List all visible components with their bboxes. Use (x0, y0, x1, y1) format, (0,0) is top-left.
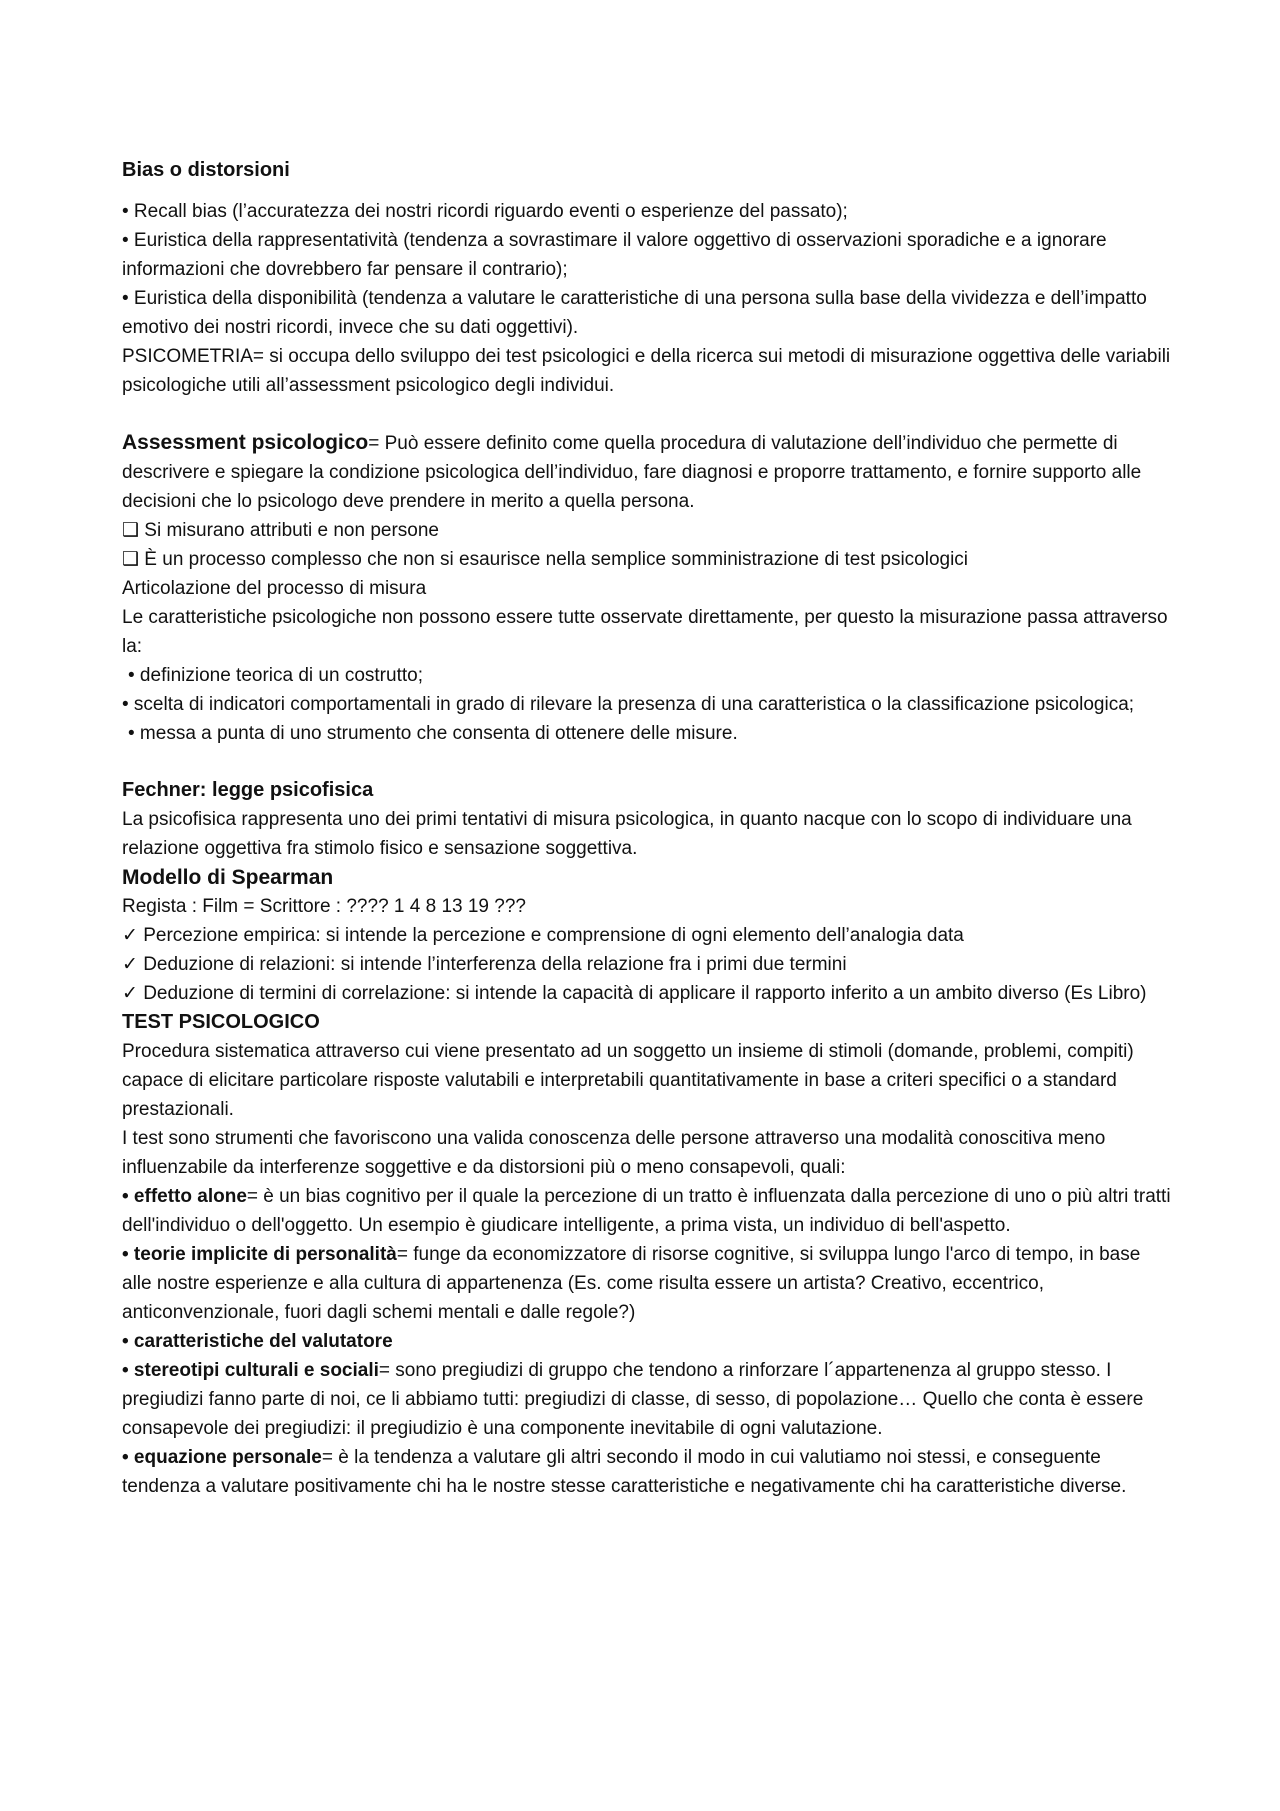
spearman-example: Regista : Film = Scrittore : ???? 1 4 8 13 19 ??? (122, 896, 526, 917)
bullet-equazione-personale (122, 1443, 1172, 1501)
check-percezione: ✓ Percezione empirica: si intende la percezione e comprensione di ogni elemento dell’analogia data (122, 925, 964, 946)
bullet-scelta: • scelta di indicatori comportamentali in grado di rilevare la presenza di una caratteristica o la classificazione psicologica; (122, 694, 1135, 715)
test-paragraph-2: I test sono strumenti che favoriscono una valida conoscenza delle persone attraverso una modalità conoscitiva meno influenzabile da interferenze soggettive e da distorsioni più o meno consapevoli, quali: (122, 1128, 1106, 1178)
valutatore-term: • caratteristiche del valutatore (122, 1331, 393, 1352)
stereotipi-term: • stereotipi culturali e sociali (122, 1360, 379, 1381)
checkbox-item-process: ❑ È un processo complesso che non si esaurisce nella semplice somministrazione di test psicologici (122, 549, 969, 570)
checkbox-item-attributes: ❑ Si misurano attributi e non persone (122, 520, 439, 541)
assessment-paragraph (122, 428, 1172, 516)
psicometria-definition: PSICOMETRIA= si occupa dello sviluppo dei test psicologici e della ricerca sui metodi di misurazione oggettiva delle variabili psicologiche utili all’assessment psicologico degli individui. (122, 346, 1171, 396)
check-deduzione-relazioni: ✓ Deduzione di relazioni: si intende l’interferenza della relazione fra i primi due termini (122, 954, 847, 975)
articolazione-intro: Le caratteristiche psicologiche non possono essere tutte osservate direttamente, per questo la misurazione passa attraverso la: (122, 607, 1168, 657)
bullet-representativeness: • Euristica della rappresentatività (tendenza a sovrastimare il valore oggettivo di osservazioni sporadiche e a ignorare informazioni che dovrebbero far pensare il contrario); (122, 230, 1107, 280)
bullet-definizione: • definizione teorica di un costrutto; (128, 665, 423, 686)
equazione-text: = è la tendenza a valutare gli altri secondo il modo in cui valutiamo noi stessi, e conseguente tendenza a valutare positivamente chi ha le nostre stesse caratteristiche e negativamente chi ha caratteristiche diverse. (122, 1447, 1127, 1497)
bullet-recall-bias: • Recall bias (l’accuratezza dei nostri ricordi riguardo eventi o esperienze del passato); (122, 201, 848, 222)
stereotipi-text: = sono pregiudizi di gruppo che tendono a rinforzare l´appartenenza al gruppo stesso. I pregiudizi fanno parte di noi, ce li abbiamo tutti: pregiudizi di classe, di sesso, di popolazione… Quello che conta è essere consapevole dei pregiudizi: il pregiudizio è una componente inevitabile di ogni valutazione. (122, 1360, 1144, 1439)
section-title-fechner: Fechner: legge psicofisica (122, 779, 374, 801)
articolazione-heading: Articolazione del processo di misura (122, 578, 427, 599)
assessment-term: Assessment psicologico (122, 431, 369, 454)
fechner-text: La psicofisica rappresenta uno dei primi tentativi di misura psicologica, in quanto nacque con lo scopo di individuare una relazione oggettiva fra stimolo fisico e sensazione soggettiva. (122, 809, 1132, 859)
section-title-test: TEST PSICOLOGICO (122, 1011, 320, 1033)
bullet-effetto-alone (122, 1182, 1172, 1240)
bullet-availability: • Euristica della disponibilità (tendenza a valutare le caratteristiche di una persona sulla base della vividezza e dell’impatto emotivo dei nostri ricordi, invece che su dati oggettivi). (122, 288, 1147, 338)
bullet-messa-a-punto: • messa a punta di uno strumento che consenta di ottenere delle misure. (128, 723, 738, 744)
section-title-bias: Bias o distorsioni (122, 159, 290, 181)
bullet-stereotipi (122, 1356, 1172, 1443)
equazione-term: • equazione personale (122, 1447, 322, 1468)
bullet-teorie-implicite (122, 1240, 1172, 1327)
teorie-implicite-text: = funge da economizzatore di risorse cognitive, si sviluppa lungo l'arco di tempo, in base alle nostre esperienze e alla cultura di appartenenza (Es. come risulta essere un artista? Creativo, eccentrico, anticonvenzionale, fuori dagli schemi mentali e dalle regole?) (122, 1244, 1141, 1323)
section-title-spearman: Modello di Spearman (122, 866, 334, 889)
effetto-alone-term: • effetto alone (122, 1186, 247, 1207)
assessment-definition: = Può essere definito come quella procedura di valutazione dell’individuo che permette di descrivere e spiegare la condizione psicologica dell’individuo, fare diagnosi e proporre trattamento, e fornire supporto alle decisioni che lo psicologo deve prendere in merito a quella persona. (122, 433, 1142, 512)
test-paragraph-1: Procedura sistematica attraverso cui viene presentato ad un soggetto un insieme di stimoli (domande, problemi, compiti) capace di elicitare particolare risposte valutabili e interpretabili quantitativamente in base a criteri specifici o a standard prestazionali. (122, 1041, 1134, 1120)
check-deduzione-termini: ✓ Deduzione di termini di correlazione: si intende la capacità di applicare il rapporto inferito a un ambito diverso (Es Libro) (122, 983, 1147, 1004)
teorie-implicite-term: • teorie implicite di personalità (122, 1244, 397, 1265)
effetto-alone-text: = è un bias cognitivo per il quale la percezione di un tratto è influenzata dalla percezione di uno o più altri tratti dell'individuo o dell'oggetto. Un esempio è giudicare intelligente, a prima vista, un individuo di bell'aspetto. (122, 1186, 1171, 1236)
bullet-valutatore (122, 1327, 1172, 1356)
document-body (122, 156, 1172, 1501)
